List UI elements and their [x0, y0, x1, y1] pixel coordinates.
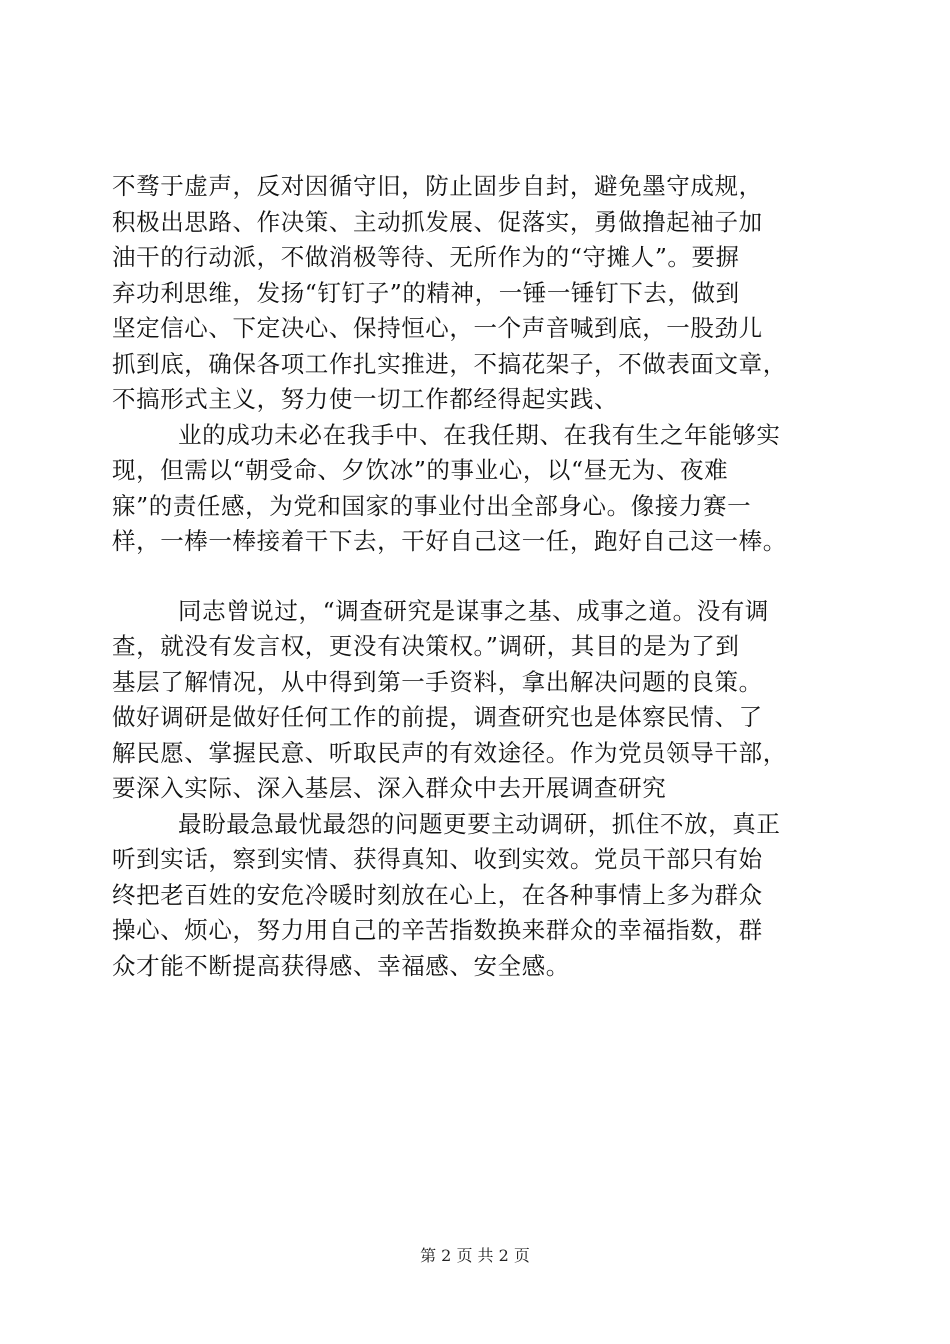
paragraph-line: 终把老百姓的安危冷暖时刻放在心上，在各种事情上多为群众 [112, 880, 763, 909]
paragraph-line: 油干的行动派，不做消极等待、无所作为的“守摊人”。要摒 [112, 243, 740, 271]
paragraph-line: 不骛于虚声，反对因循守旧，防止固步自封，避免墨守成规， [112, 172, 763, 200]
document-body [112, 169, 852, 984]
paragraph-line: 操心、烦心，努力用自己的辛苦指数换来群众的幸福指数，群 [112, 916, 763, 944]
paragraph-line: 解民愿、掌握民意、听取民声的有效途径。作为党员领导干部， [112, 738, 787, 767]
paragraph-line: 听到实话，察到实情、获得真知、收到实效。党员干部只有始 [112, 845, 763, 873]
page-number-footer: 第 2 页 共 2 页 [420, 1246, 530, 1265]
paragraph-line: 寐”的责任感，为党和国家的事业付出全部身心。像接力赛一 [112, 491, 752, 520]
paragraph-line: 现，但需以“朝受命、夕饮冰”的事业心，以“昼无为、夜难 [112, 456, 729, 484]
paragraph-line: 坚定信心、下定决心、保持恒心，一个声音喊到底，一股劲儿 [112, 314, 763, 342]
paragraph-line: 业的成功未必在我手中、在我任期、在我有生之年能够实 [178, 420, 781, 449]
paragraph-gap [112, 560, 852, 594]
paragraph-line: 做好调研是做好任何工作的前提，调查研究也是体察民情、了 [112, 703, 763, 731]
paragraph-line: 抓到底，确保各项工作扎实推进，不搞花架子，不做表面文章， [112, 349, 787, 378]
paragraph-line: 基层了解情况，从中得到第一手资料，拿出解决问题的良策。 [112, 667, 763, 696]
paragraph-line: 要深入实际、深入基层、深入群众中去开展调查研究 [112, 774, 667, 802]
paragraph-line: 查，就没有发言权，更没有决策权。”调研，其目的是为了到 [112, 632, 740, 660]
paragraph-line: 积极出思路、作决策、主动抓发展、促落实，勇做撸起袖子加 [112, 207, 763, 236]
paragraph-line: 众才能不断提高获得感、幸福感、安全感。 [112, 951, 570, 980]
paragraph-line: 不搞形式主义，努力使一切工作都经得起实践、 [112, 385, 619, 413]
paragraph-line: 样，一棒一棒接着干下去，干好自己这一任，跑好自己这一棒。 [112, 527, 787, 555]
paragraph-line: 同志曾说过，“调查研究是谋事之基、成事之道。没有调 [178, 596, 770, 625]
paragraph-line: 最盼最急最忧最怨的问题更要主动调研，抓住不放，真正 [178, 809, 781, 838]
paragraph-line: 弃功利思维，发扬“钉钉子”的精神，一锤一锤钉下去，做到 [112, 278, 740, 307]
